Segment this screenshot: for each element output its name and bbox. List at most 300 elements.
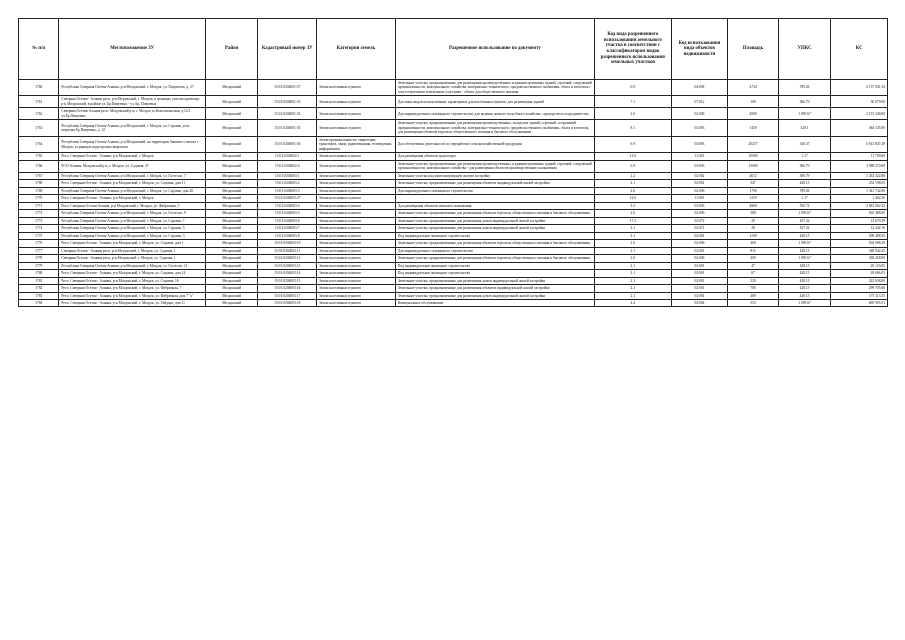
district-cell: Моздокский — [205, 232, 258, 239]
land-category-cell: Земли населенных пунктов — [317, 153, 396, 160]
ks-cell: 348 942.25 — [831, 247, 888, 254]
district-cell: Моздокский — [205, 153, 258, 160]
cadastral-number-cell: 15:01:0204003:15 — [258, 277, 317, 284]
land-category-cell: Земли населенных пунктов — [317, 96, 396, 108]
district-cell: Моздокский — [205, 80, 258, 96]
object-code-cell: 02:001 — [671, 180, 728, 187]
upks-cell: 437.22 — [778, 217, 831, 224]
object-code-cell: 02:006 — [671, 240, 728, 247]
use-type-code-cell: 2.1 — [594, 270, 671, 277]
table-row — [19, 285, 888, 292]
land-category-cell: Земли промышленности, энергетики, транспорта, связи, радиовещания, телевидения, информатики — [317, 136, 396, 152]
area-cell: 2734 — [728, 80, 779, 96]
area-cell: 4868 — [728, 202, 779, 209]
upks-cell: 789.26 — [778, 187, 831, 194]
upks-cell: 306.79 — [778, 160, 831, 172]
permitted-use-cell: Земельные участки, предназначенные для размещения объектов торговли, общественного питания и бытового обслуживания — [395, 240, 594, 247]
location-cell: Северная Осетия - Алания респ, р-н Моздокский, г. Моздок, ул. Садовая, 1 — [59, 247, 206, 254]
location-cell: Республика Северная Осетия-Алания, р-н Моздокский, г. Моздок, ул. Гастелло, 11 — [59, 262, 206, 269]
table-row — [19, 187, 888, 194]
table-row — [19, 232, 888, 239]
row-number: 1783 — [19, 292, 59, 299]
object-code-cell: 02:001 — [671, 247, 728, 254]
ks-cell: 1 433 322.88 — [831, 172, 888, 179]
column-header: Код использования вида объектов недвижимости — [671, 19, 728, 80]
location-cell: Респ. Северная Осетия - Алания, р-н Моздокский, г. Моздок, ул. Гайдара, дом 11 — [59, 299, 206, 306]
column-header: Кадастровый номер ЗУ — [258, 19, 317, 80]
land-category-cell: Земли населенных пунктов — [317, 277, 396, 284]
ks-cell: 605 905.51 — [831, 299, 888, 306]
area-cell: 700 — [728, 285, 779, 292]
permitted-use-cell: Коммунальное обслуживание — [395, 299, 594, 306]
permitted-use-cell: Земельные участки, предназначенные для размещения объектов индивидуальной жилой застройки — [395, 285, 594, 292]
ks-cell: 2 157 941.34 — [831, 80, 888, 96]
upks-cell: 1 095.67 — [778, 240, 831, 247]
row-number: 1782 — [19, 285, 59, 292]
land-category-cell: Земли населенных пунктов — [317, 217, 396, 224]
header-row — [19, 19, 888, 80]
area-cell: 1700 — [728, 187, 779, 194]
table-row — [19, 240, 888, 247]
cadastral-number-cell: 15:01:0204003:12 — [258, 255, 317, 262]
use-type-code-cell: 6.9 — [594, 80, 671, 96]
use-type-code-cell: 2.6 — [594, 240, 671, 247]
location-cell: Республика Северная Осетия-Алания, р-н Моздокский, г. Моздок, ул. Садовая, 7 — [59, 217, 206, 224]
object-code-cell: 02:001 — [671, 270, 728, 277]
permitted-use-cell: Земельные участки, предназначенные для размещения объектов торговли, общественного питания и бытового обслуживания — [395, 255, 594, 262]
location-cell: Республика Северная Осетия-Алания, р-н Моздокский, г. Моздок, ул. Патриотов, д. 27 — [59, 80, 206, 96]
area-cell: 20257 — [728, 136, 779, 152]
ks-cell: 3 988 270.00 — [831, 160, 888, 172]
use-type-code-cell: 12.0 — [594, 153, 671, 160]
ks-cell: 1 462.50 — [831, 195, 888, 202]
location-cell: Респ. Северная Осетия - Алания, р-н Моздокский, г. Моздок — [59, 153, 206, 160]
cadastral-number-cell: 15:01:0204003:1 — [258, 172, 317, 179]
area-cell: 520 — [728, 277, 779, 284]
ks-cell: 2 681 002.32 — [831, 202, 888, 209]
area-cell: 547 — [728, 180, 779, 187]
object-code-cell: 11:001 — [671, 195, 728, 202]
upks-cell: 428.15 — [778, 277, 831, 284]
area-cell: 29 — [728, 217, 779, 224]
land-category-cell: Земли населенных пунктов — [317, 299, 396, 306]
land-category-cell: Земли населенных пунктов — [317, 262, 396, 269]
area-cell: 67 — [728, 270, 779, 277]
land-category-cell: Земли населенных пунктов — [317, 80, 396, 96]
table-row — [19, 255, 888, 262]
area-cell: 815 — [728, 247, 779, 254]
row-number: 1775 — [19, 232, 59, 239]
cadastral-number-cell: 15:01:0204003:16 — [258, 285, 317, 292]
use-type-code-cell: 2.6 — [594, 187, 671, 194]
cadastral-number-cell: 15:01:0204001:54 — [258, 108, 317, 120]
land-category-cell: Земли населенных пунктов — [317, 292, 396, 299]
use-type-code-cell: 6.9 — [594, 136, 671, 152]
upks-cell: 1.17 — [778, 153, 831, 160]
ks-cell: 11 700.00 — [831, 153, 888, 160]
land-category-cell: Земли населенных пунктов — [317, 247, 396, 254]
column-header: Площадь — [728, 19, 779, 80]
use-type-code-cell: 12.0 — [594, 195, 671, 202]
object-code-cell: 02:001 — [671, 262, 728, 269]
ks-cell: 635 488.60 — [831, 210, 888, 217]
permitted-use-cell: Для индивидуального жилищного строительства — [395, 187, 594, 194]
location-cell: Респ. Северная Осетия - Алания, р-н Моздокский, г. Моздок, ул. Садовая, дом 1 — [59, 240, 206, 247]
use-type-code-cell: 17.3 — [594, 217, 671, 224]
object-code-cell: 02:071 — [671, 225, 728, 232]
area-cell: 10000 — [728, 153, 779, 160]
location-cell: Северная Осетия - Алания респ, р-н Моздокский, г. Моздок, ул. Садовая, 1 — [59, 255, 206, 262]
row-number: 1764 — [19, 136, 59, 152]
upks-cell: 306.79 — [778, 96, 831, 108]
object-code-cell: 02:006 — [671, 187, 728, 194]
table-row — [19, 195, 888, 202]
upks-cell: 428.15 — [778, 270, 831, 277]
area-cell: 400 — [728, 255, 779, 262]
upks-cell: 428.15 — [778, 247, 831, 254]
location-cell: Республика Северная Осетия-Алания, р-н Моздокский, г. Моздок, ул. Гастелло, 7 — [59, 172, 206, 179]
table-row — [19, 210, 888, 217]
area-cell: 4672 — [728, 172, 779, 179]
upks-cell: 789.26 — [778, 80, 831, 96]
table-row — [19, 202, 888, 209]
row-number: 1768 — [19, 180, 59, 187]
column-header: Разрешенное использование по документу — [395, 19, 594, 80]
location-cell: Респ. Северная Осетия - Алания, р-н Моздокский, г. Моздок, ул. Садовая, дом 11 — [59, 180, 206, 187]
area-cell: 1450 — [728, 120, 779, 136]
district-cell: Моздокский — [205, 108, 258, 120]
district-cell: Моздокский — [205, 277, 258, 284]
location-cell: РСО-Алания, Моздокский р-н, г. Моздок, ул. Садовая, 27 — [59, 160, 206, 172]
upks-cell: 437.22 — [778, 225, 831, 232]
permitted-use-cell: Земельные участки, предназначенные для размещения производственных и административных зданий, строений, сооружений промышленности, коммунального хозяйства, материально-технического, продовольственного снабжения, сбыта и заготовок с сопутствующими земельными участками - объект для общественного питания — [395, 80, 594, 96]
permitted-use-cell: Для размещения объектов транспорта — [395, 153, 594, 160]
cadastral-number-cell: 15:01:0204003:18 — [258, 299, 317, 306]
ks-cell: 234 198.05 — [831, 180, 888, 187]
district-cell: Моздокский — [205, 187, 258, 194]
row-number: 1766 — [19, 160, 59, 172]
upks-cell: 428.15 — [778, 262, 831, 269]
ks-cell: 6 813 847.49 — [831, 136, 888, 152]
cadastral-number-cell: 15:01:0204001:53 — [258, 96, 317, 108]
cadastral-value-table — [18, 18, 888, 307]
ks-cell: 504 008.20 — [831, 240, 888, 247]
table-row — [19, 270, 888, 277]
area-cell: 28 — [728, 225, 779, 232]
permitted-use-cell: Для обеспечения деятельности по переработке сельскохозяйственной продукции — [395, 136, 594, 152]
land-category-cell: Земли населенных пунктов — [317, 108, 396, 120]
area-cell: 2000 — [728, 108, 779, 120]
district-cell: Моздокский — [205, 292, 258, 299]
location-cell: Республика Северная Осетия-Алания, р-н Моздокский, г. Моздок, ул. Садовая, дом 20 — [59, 187, 206, 194]
table-row — [19, 180, 888, 187]
district-cell: Моздокский — [205, 285, 258, 292]
row-number: 1779 — [19, 262, 59, 269]
permitted-use-cell: Земельные участки под многоквартирную жилую застройку — [395, 172, 594, 179]
cadastral-number-cell: 15:01:0204003:6 — [258, 217, 317, 224]
row-number: 1778 — [19, 255, 59, 262]
table-row — [19, 120, 888, 136]
area-cell: 100 — [728, 96, 779, 108]
permitted-use-cell: Для размещения объектов нежилого назначения — [395, 202, 594, 209]
district-cell: Моздокский — [205, 225, 258, 232]
cadastral-number-cell: 15:01:0204002:1 — [258, 153, 317, 160]
land-category-cell: Земли населенных пунктов — [317, 180, 396, 187]
land-category-cell: Земли населенных пунктов — [317, 285, 396, 292]
table-row — [19, 277, 888, 284]
area-cell: 1190 — [728, 232, 779, 239]
row-number: 1773 — [19, 217, 59, 224]
row-number: 1770 — [19, 195, 59, 202]
ks-cell: 2 191 340.00 — [831, 108, 888, 120]
use-type-code-cell: 8.1 — [594, 120, 671, 136]
district-cell: Моздокский — [205, 240, 258, 247]
object-code-cell: 03:003 — [671, 160, 728, 172]
use-type-code-cell: 6.9 — [594, 160, 671, 172]
cadastral-number-cell: 15:01:0204002:4 — [258, 160, 317, 172]
ks-cell: 509 498.50 — [831, 232, 888, 239]
land-category-cell: Земли населенных пунктов — [317, 160, 396, 172]
location-cell: Респ. Северная Осетия - Алания, р-н Моздокский, г. Моздок, ул. Садовая, 16 — [59, 277, 206, 284]
table-row — [19, 172, 888, 179]
ks-cell: 464 145.00 — [831, 120, 888, 136]
land-category-cell: Земли населенных пунктов — [317, 172, 396, 179]
table-row — [19, 136, 888, 152]
district-cell: Моздокский — [205, 202, 258, 209]
location-cell: Респ. Северная Осетия - Алания, р-н Моздокский, г. Моздок, ул. Фабричная, 7 — [59, 285, 206, 292]
object-code-cell: 07:012 — [671, 96, 728, 108]
document-page — [18, 18, 888, 307]
district-cell: Моздокский — [205, 299, 258, 306]
district-cell: Моздокский — [205, 96, 258, 108]
use-type-code-cell: 2.1 — [594, 180, 671, 187]
cadastral-number-cell: 15:01:0204003:5 — [258, 210, 317, 217]
row-number: 1781 — [19, 277, 59, 284]
district-cell: Моздокский — [205, 262, 258, 269]
use-type-code-cell: 2.1 — [594, 277, 671, 284]
table-row — [19, 292, 888, 299]
location-cell: Республика Северная Осетия-Алания, р-н Моздокский, г. Моздок, ул. Гастелло, 9 — [59, 210, 206, 217]
district-cell: Моздокский — [205, 120, 258, 136]
row-number: 1761 — [19, 96, 59, 108]
location-cell: Республика Северная Осетия-Алания, р-н Моздокский, на территории бывшего совхоза г. Моздок, в границах кадастровых кварталов — [59, 136, 206, 152]
table-row — [19, 299, 888, 306]
use-type-code-cell: 2.1 — [594, 225, 671, 232]
object-code-cell: 02:001 — [671, 232, 728, 239]
permitted-use-cell: Для индивидуального жилищного строительства, для ведения личного подсобного хозяйства, садоводства и огородничества — [395, 108, 594, 120]
ks-cell: 438 268.00 — [831, 255, 888, 262]
table-body — [19, 80, 888, 307]
cadastral-number-cell: 15:01:0204003:13 — [258, 262, 317, 269]
district-cell: Моздокский — [205, 195, 258, 202]
column-header: КС — [831, 19, 888, 80]
upks-cell: 1.17 — [778, 195, 831, 202]
district-cell: Моздокский — [205, 247, 258, 254]
object-code-cell: 02:002 — [671, 172, 728, 179]
row-number: 1774 — [19, 225, 59, 232]
ks-cell: 222 638.00 — [831, 277, 888, 284]
upks-cell: 1 095.67 — [778, 210, 831, 217]
row-number: 1771 — [19, 202, 59, 209]
object-code-cell: 04:004 — [671, 299, 728, 306]
permitted-use-cell: Земельные участки, предназначенные для размещения производственных, складских зданий, строений, сооружений промышленности, коммунального хозяйства, материально-технического, продовольственного снабжения, сбыта и заготовок, для размещения объектов торговли, общественного питания и бытового обслуживания — [395, 120, 594, 136]
object-code-cell: 02:001 — [671, 292, 728, 299]
cadastral-number-cell: 15:01:0204003:7 — [258, 225, 317, 232]
permitted-use-cell: Для иных видов использования, характерных для населенных пунктов, для размещения зданий — [395, 96, 594, 108]
object-code-cell: 02:006 — [671, 210, 728, 217]
use-type-code-cell: 2.1 — [594, 232, 671, 239]
object-code-cell: 02:072 — [671, 217, 728, 224]
object-code-cell: 02:006 — [671, 255, 728, 262]
row-number: 1769 — [19, 187, 59, 194]
cadastral-number-cell: 15:01:0204001:57 — [258, 80, 317, 96]
location-cell: Республика Северная Осетия-Алания, р-н Моздокский, г. Моздок, ул. Садовая, 5 — [59, 225, 206, 232]
district-cell: Моздокский — [205, 172, 258, 179]
table-row — [19, 108, 888, 120]
object-code-cell: 02:001 — [671, 277, 728, 284]
district-cell: Моздокский — [205, 210, 258, 217]
upks-cell: 336.37 — [778, 136, 831, 152]
use-type-code-cell: 2.6 — [594, 108, 671, 120]
column-header: УПКС — [778, 19, 831, 80]
area-cell: 1250 — [728, 195, 779, 202]
use-type-code-cell: 2.1 — [594, 247, 671, 254]
land-category-cell: Земли населенных пунктов — [317, 270, 396, 277]
permitted-use-cell: Земельные участки, предназначенные для размещения производственных и административных зданий, строений, сооружений промышленности, коммунального хозяйства - для размещения объектов производственного назначения — [395, 160, 594, 172]
cadastral-number-cell: 15:01:0204003:14 — [258, 270, 317, 277]
ks-cell: 28 686.05 — [831, 270, 888, 277]
ks-cell: 20 123.05 — [831, 262, 888, 269]
row-number: 1772 — [19, 210, 59, 217]
land-category-cell: Земли населенных пунктов — [317, 255, 396, 262]
permitted-use-cell: Под индивидуальное жилищное строительство — [395, 232, 594, 239]
use-type-code-cell: 2.1 — [594, 285, 671, 292]
table-row — [19, 160, 888, 172]
use-type-code-cell: 2.2 — [594, 172, 671, 179]
upks-cell: 1 095.67 — [778, 299, 831, 306]
cadastral-number-cell: 15:01:0204003:10 — [258, 240, 317, 247]
row-number: 1765 — [19, 153, 59, 160]
location-cell: Респ. Северная Осетия - Алания, р-н Моздокский, г. Моздок, ул. Фабричная, дом 7 "а" — [59, 292, 206, 299]
cadastral-number-cell: 15:01:0204003:27 — [258, 195, 317, 202]
upks-cell: 550.74 — [778, 202, 831, 209]
row-number: 1776 — [19, 240, 59, 247]
upks-cell: 320.1 — [778, 120, 831, 136]
permitted-use-cell: Земельные участки, предназначенные для размещения домов индивидуальной жилой застройки — [395, 292, 594, 299]
upks-cell: 1 095.67 — [778, 255, 831, 262]
land-category-cell: Земли населенных пунктов — [317, 240, 396, 247]
upks-cell: 428.15 — [778, 292, 831, 299]
permitted-use-cell: Для индивидуального жилищного строительства — [395, 247, 594, 254]
land-category-cell: Земли населенных пунктов — [317, 120, 396, 136]
district-cell: Моздокский — [205, 136, 258, 152]
land-category-cell: Земли населенных пунктов — [317, 210, 396, 217]
column-header: Местоположение ЗУ — [59, 19, 206, 80]
object-code-cell: 11:001 — [671, 153, 728, 160]
object-code-cell: 02:006 — [671, 108, 728, 120]
column-header: Район — [205, 19, 258, 80]
cadastral-number-cell: 15:01:0204003:2 — [258, 180, 317, 187]
land-category-cell: Земли населенных пунктов — [317, 195, 396, 202]
upks-cell: 306.79 — [778, 172, 831, 179]
row-number: 1763 — [19, 120, 59, 136]
ks-cell: 12 679.38 — [831, 217, 888, 224]
area-cell: 580 — [728, 210, 779, 217]
permitted-use-cell: Земельные участки, предназначенные для размещения домов индивидуальной жилой застройки — [395, 277, 594, 284]
ks-cell: 1 341 742.00 — [831, 187, 888, 194]
row-number: 1780 — [19, 270, 59, 277]
row-number: 1777 — [19, 247, 59, 254]
upks-cell: 428.15 — [778, 232, 831, 239]
permitted-use-cell: Земельные участки, предназначенные для размещения домов индивидуальной жилой застройки — [395, 217, 594, 224]
permitted-use-cell: Под индивидуальное жилищное строительство — [395, 262, 594, 269]
row-number: 1762 — [19, 108, 59, 120]
permitted-use-cell: Под индивидуальное жилищное строительство — [395, 270, 594, 277]
table-row — [19, 96, 888, 108]
permitted-use-cell: Земельные участки, предназначенные для размещения домов индивидуальной жилой застройки — [395, 225, 594, 232]
land-category-cell: Земли населенных пунктов — [317, 202, 396, 209]
table-row — [19, 153, 888, 160]
location-cell: Респ. Северная Осетия - Алания, р-н Моздокский, г. Моздок, ул. Садовая, дом 14 — [59, 270, 206, 277]
table-row — [19, 247, 888, 254]
object-code-cell: 04:004 — [671, 80, 728, 96]
column-header: Категория земель — [317, 19, 396, 80]
cadastral-number-cell: 15:01:0204001:56 — [258, 136, 317, 152]
table-row — [19, 225, 888, 232]
cadastral-number-cell: 15:01:0204003:8 — [258, 232, 317, 239]
object-code-cell: 03:003 — [671, 120, 728, 136]
cadastral-number-cell: 15:01:0204003:3 — [258, 187, 317, 194]
district-cell: Моздокский — [205, 255, 258, 262]
ks-cell: 12 242.16 — [831, 225, 888, 232]
table-row — [19, 80, 888, 96]
ks-cell: 30 679.00 — [831, 96, 888, 108]
cadastral-number-cell: 15:01:0204003:17 — [258, 292, 317, 299]
object-code-cell: 02:001 — [671, 285, 728, 292]
area-cell: 13000 — [728, 160, 779, 172]
area-cell: 47 — [728, 262, 779, 269]
location-cell: Республика Северная Осетия-Алания, р-н Моздокский, г. Моздок, ул. Садовая, угол переулка Бр.Пивуевых, д. 12 — [59, 120, 206, 136]
upks-cell: 1 095.67 — [778, 108, 831, 120]
column-header: № п/п — [19, 19, 59, 80]
use-type-code-cell: 2.6 — [594, 255, 671, 262]
ks-cell: 299 705.00 — [831, 285, 888, 292]
cadastral-number-cell: 15:01:0204003:4 — [258, 202, 317, 209]
district-cell: Моздокский — [205, 270, 258, 277]
upks-cell: 428.15 — [778, 285, 831, 292]
location-cell: Северная Осетия - Алания респ, р-н Моздокский, г. Моздок, в границах участка ориентир: р-н Моздокский, в районе ул. Бр.Пивуевых - ул. Бр. Пивуевых — [59, 96, 206, 108]
land-category-cell: Земли населенных пунктов — [317, 232, 396, 239]
district-cell: Моздокский — [205, 180, 258, 187]
row-number: 1767 — [19, 172, 59, 179]
permitted-use-cell: Земельные участки, предназначенные для размещения объектов индивидуальной жилой застройки — [395, 180, 594, 187]
ks-cell: 175 113.35 — [831, 292, 888, 299]
column-header: Код вида разрешенного использования земельного участка в соответствии с классификатором видов разрешенного использования земельных участков — [594, 19, 671, 80]
row-number: 1784 — [19, 299, 59, 306]
land-category-cell: Земли населенных пунктов — [317, 225, 396, 232]
permitted-use-cell: Земельные участки, предназначенные для размещения объектов торговли, общественного питания и бытового обслуживания — [395, 210, 594, 217]
location-cell: Респ. Северная Осетия-Алания, р-н Моздокский, г. Моздок, ул. Фабричная, 3 — [59, 202, 206, 209]
permitted-use-cell — [395, 195, 594, 202]
cadastral-number-cell: 15:01:0204003:11 — [258, 247, 317, 254]
land-category-cell: Земли населенных пунктов — [317, 187, 396, 194]
area-cell: 553 — [728, 299, 779, 306]
object-code-cell: 04:003 — [671, 136, 728, 152]
use-type-code-cell: 7.1 — [594, 96, 671, 108]
location-cell: Республика Северная Осетия-Алания, р-н Моздокский, г. Моздок, ул. Садовая, 3 — [59, 232, 206, 239]
location-cell: Северная Осетия-Алания респ. Моздокский р-н, г. Моздок ул.Комсомольская, д.12/1, ул.Бр.Пивуевых — [59, 108, 206, 120]
cadastral-number-cell: 15:01:0204001:55 — [258, 120, 317, 136]
